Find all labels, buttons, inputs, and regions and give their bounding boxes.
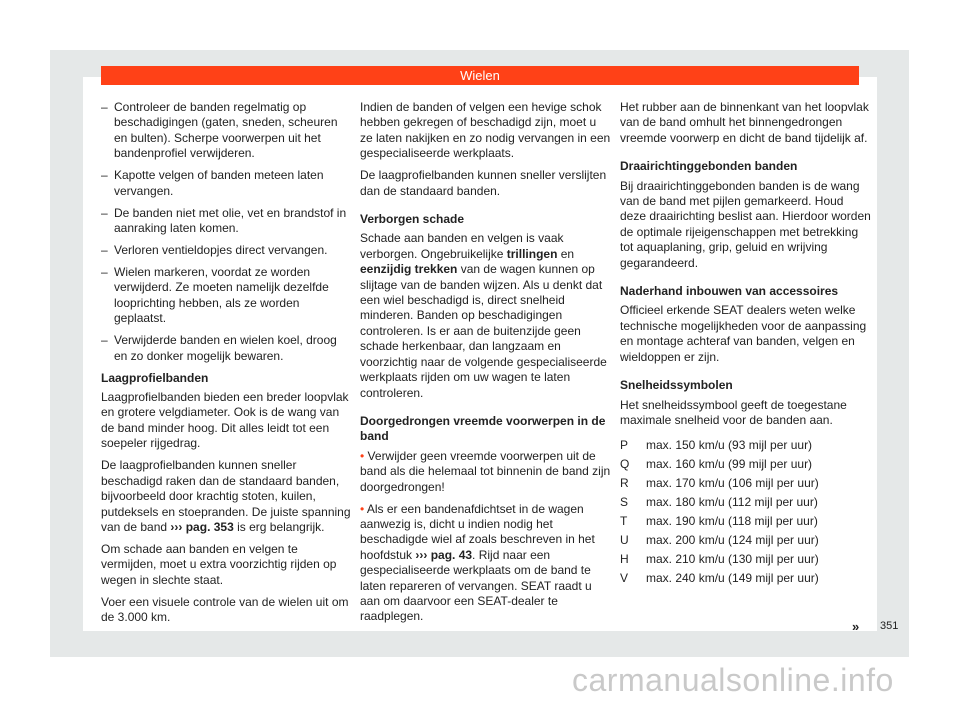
paragraph: Om schade aan banden en velgen te vermijden, moet u extra voorzichtig rijden op wegen in slechte staat. xyxy=(101,541,337,587)
watermark: carmanualsonline.info xyxy=(572,662,894,698)
continued-icon: » xyxy=(852,619,860,634)
speed-list xyxy=(620,436,872,588)
paragraph: Het snelheidssymbool geeft de toegestane maximale snelheid voor de banden aan. xyxy=(620,397,847,427)
paragraph: De laagprofielbanden kunnen sneller verslijten dan de standaard banden. xyxy=(360,168,607,198)
paragraph: Officieel erkende SEAT dealers weten welke technische mogelijkheden voor de aanpassing en montage achteraf van banden, velgen en wieldoppen er zijn. xyxy=(620,303,867,364)
bullet-icon: • xyxy=(360,448,365,463)
heading-doorgedrongen: Doorgedrongen vreemde voorwerpen in de band xyxy=(360,413,606,444)
paragraph: Indien de banden of velgen een hevige schok hebben gekregen of beschadigd zijn, moet u ze laten nakijken en zo nodig vervangen in een gespecialiseerde werkplaats. xyxy=(360,100,611,161)
paragraph: De laagprofielbanden kunnen sneller beschadigd raken dan de standaard banden, bijvoorbeeld door krachtig stoten, kuilen, putdeksels en stoepranden. De juiste spanning van de band ››› pag. 353 is erg belangrijk. xyxy=(101,458,351,534)
list-item: – Wielen markeren, voordat ze worden verwijderd. Ze moeten namelijk dezelfde looprichting hebben, als ze worden geplaatst. xyxy=(101,265,329,326)
list-item: – Verloren ventieldopjes direct vervangen. xyxy=(101,243,328,258)
bullet-item: • Verwijder geen vreemde voorwerpen uit de band als die helemaal tot binnenin de band zijn doorgedrongen! xyxy=(360,448,611,494)
bullet-icon: • xyxy=(360,501,365,516)
list-item: – De banden niet met olie, vet en brandstof in aanraking laten komen. xyxy=(101,205,347,236)
list-item: – Controleer de banden regelmatig op beschadigingen (gaten, sneden, scheuren en bulten). Scherpe voorwerpen uit het bandenprofiel verwijderen. xyxy=(101,100,338,161)
section-header: Wielen xyxy=(101,66,859,85)
paragraph: Laagprofielbanden bieden een breder loopvlak en grotere velgdiameter. Ook is de wang van de band minder hoog. Dit alles leidt tot een soepeler rijgedrag. xyxy=(101,390,349,451)
speed-row: T max. 190 km/u (118 mijl per uur) xyxy=(620,514,818,529)
page-reference-link[interactable]: ››› pag. 353 xyxy=(170,519,234,534)
speed-row: Q max. 160 km/u (99 mijl per uur) xyxy=(620,457,813,472)
speed-row: H max. 210 km/u (130 mijl per uur) xyxy=(620,552,819,567)
column-3 xyxy=(620,100,872,588)
speed-row: V max. 240 km/u (149 mijl per uur) xyxy=(620,571,819,586)
speed-row: R max. 170 km/u (106 mijl per uur) xyxy=(620,476,819,491)
paragraph: Bij draairichtinggebonden banden is de wang van de band met pijlen gemarkeerd. Houd deze draairichting beslist aan. Hierdoor worden de optimale rijeigenschappen met betrekking tot aquaplaning, grip, geluid en wrijving gegarandeerd. xyxy=(620,178,871,270)
heading-accessoires: Naderhand inbouwen van accessoires xyxy=(620,284,839,299)
column-1 xyxy=(101,100,353,632)
heading-snelheidssymbolen: Snelheidssymbolen xyxy=(620,378,733,393)
paragraph: Voer een visuele controle van de wielen uit om de 3.000 km. xyxy=(101,594,349,625)
list-item: – Verwijderde banden en wielen koel, droog en zo donker mogelijk bewaren. xyxy=(101,333,337,363)
page-reference-link[interactable]: ››› pag. 43 xyxy=(415,547,473,562)
speed-row: U max. 200 km/u (124 mijl per uur) xyxy=(620,533,819,548)
bullet-item: • Als er een bandenafdichtset in de wagen aanwezig is, dicht u indien nodig het beschadigde wiel af zoals beschreven in het hoofdstuk ››› pag. 43. Rijd naar een gespecialiseerde werkplaats om de band te laten repareren of vervangen. SEAT raadt u aan om daarvoor een SEAT-dealer te raadplegen. xyxy=(360,501,595,624)
column-2 xyxy=(360,100,612,631)
paragraph: Het rubber aan de binnenkant van het loopvlak van de band omhult het binnengedrongen vreemde voorwerp en dicht de band tijdelijk af. xyxy=(620,100,869,145)
speed-row: P max. 150 km/u (93 mijl per uur) xyxy=(620,438,813,453)
heading-laagprofielbanden: Laagprofielbanden xyxy=(101,370,209,385)
heading-draairichting: Draairichtinggebonden banden xyxy=(620,159,798,174)
speed-row: S max. 180 km/u (112 mijl per uur) xyxy=(620,495,818,510)
heading-verborgen-schade: Verborgen schade xyxy=(360,212,465,227)
list-item: – Kapotte velgen of banden meteen laten vervangen. xyxy=(101,168,324,198)
page-number: 351 xyxy=(880,620,899,632)
paragraph: Schade aan banden en velgen is vaak verborgen. Ongebruikelijke trillingen en eenzijdig trekken van de wagen kunnen op slijtage van de banden wijzen. Als u denkt dat een wiel beschadigd is, direct snelheid minderen. Banden op beschadigingen controleren. Is er aan de buitenzijde geen schade herkenbaar, dan langzaam en voorzichtig naar de volgende gespecialiseerde werkplaats rijden om uw wagen te laten controleren. xyxy=(360,231,607,400)
